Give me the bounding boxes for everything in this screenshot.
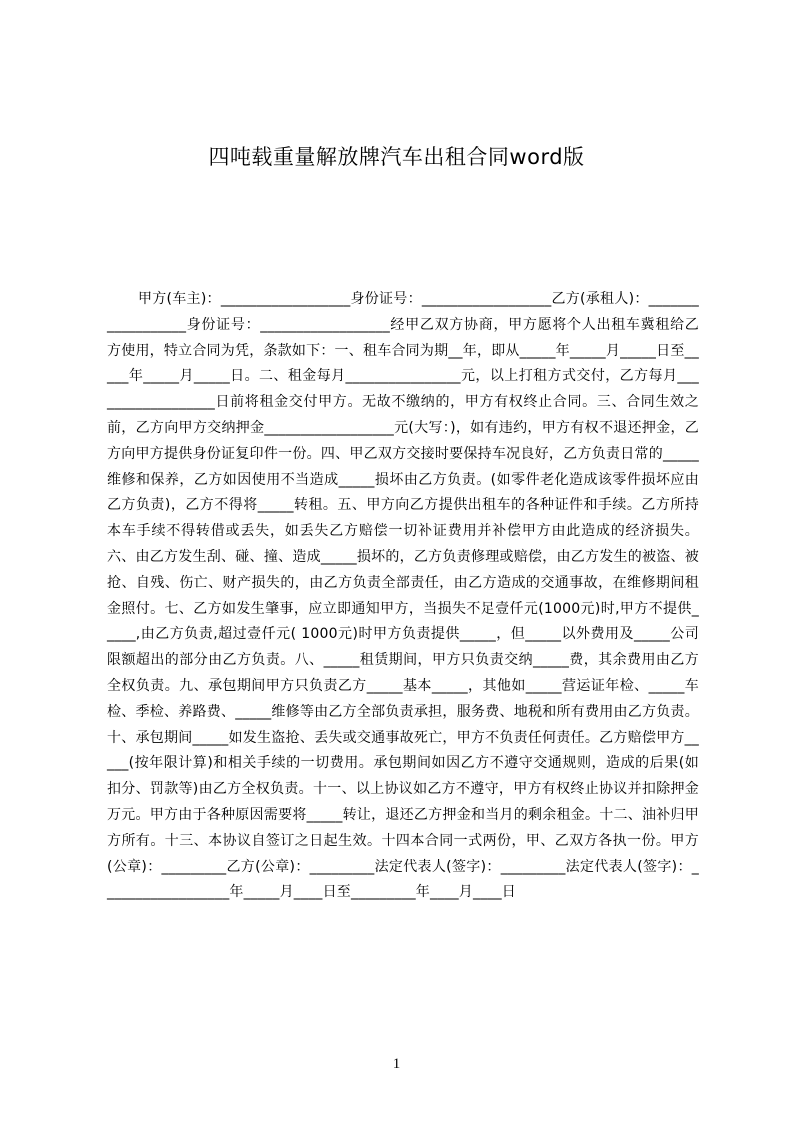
page-number: 1: [392, 1056, 401, 1072]
document-title: 四吨载重量解放牌汽车出租合同word版: [208, 145, 585, 169]
contract-body-paragraph: 甲方(车主)：__________________身份证号：__________________乙方(承租人)：__________________身份证号：__________________经甲乙双方协商，甲方愿将个人出租车冀租给乙方使用，特立合同为凭，条款如下：一、租车合同为期__年，即从_____年_____月_____日至_____年_____月_____日。二、租金每月________________元，以上打租方式交付，乙方每月__________________日前将租金交付甲方。无故不缴纳的，甲方有权终止合同。三、合同生效之前，乙方向甲方交纳押金__________________元(大写：)，如有违约，甲方有权不退还押金，乙方向甲方提供身份证复印件一份。四、甲乙双方交接时要保持车况良好，乙方负责日常的_____维修和保养，乙方如因使用不当造成_____损坏由乙方负责。(如零件老化造成该零件损坏应由乙方负责)，乙方不得将_____转租。五、甲方向乙方提供出租车的各种证件和手续。乙方所持本车手续不得转借或丢失，如丢失乙方赔偿一切补证费用并补偿甲方由此造成的经济损失。六、由乙方发生刮、碰、撞、造成_____损坏的，乙方负责修理或赔偿，由乙方发生的被盗、被抢、自残、伤亡、财产损失的，由乙方负责全部责任，由乙方造成的交通事故，在维修期间租金照付。七、乙方如发生肇事，应立即通知甲方，当损失不足壹仟元(1000元)时,甲方不提供_____,由乙方负责,超过壹仟元( 1000元)时甲方负责提供_____，但_____以外费用及_____公司限额超出的部分由乙方负责。八、_____租赁期间，甲方只负责交纳_____费，其余费用由乙方全权负责。九、承包期间甲方只负责乙方_____基本_____，其他如_____营运证年检、_____车检、季检、养路费、_____维修等由乙方全部负责承担，服务费、地税和所有费用由乙方负责。十、承包期间_____如发生盗抢、丢失或交通事故死亡，甲方不负责任何责任。乙方赔偿甲方_____(按年限计算)和相关手续的一切费用。承包期间如因乙方不遵守交通规则，造成的后果(如扣分、罚款等)由乙方全权负责。十一、以上协议如乙方不遵守，甲方有权终止协议并扣除押金万元。甲方由于各种原因需要将_____转让，退还乙方押金和当月的剩余租金。十二、油补归甲方所有。十三、本协议自签订之日起生效。十四本合同一式两份，甲、乙双方各执一份。甲方(公章)：_________乙方(公章)：_________法定代表人(签字)：_________法定代表人(签字)：__________________年_____月____日至_________年____月____日: [107, 291, 699, 901]
